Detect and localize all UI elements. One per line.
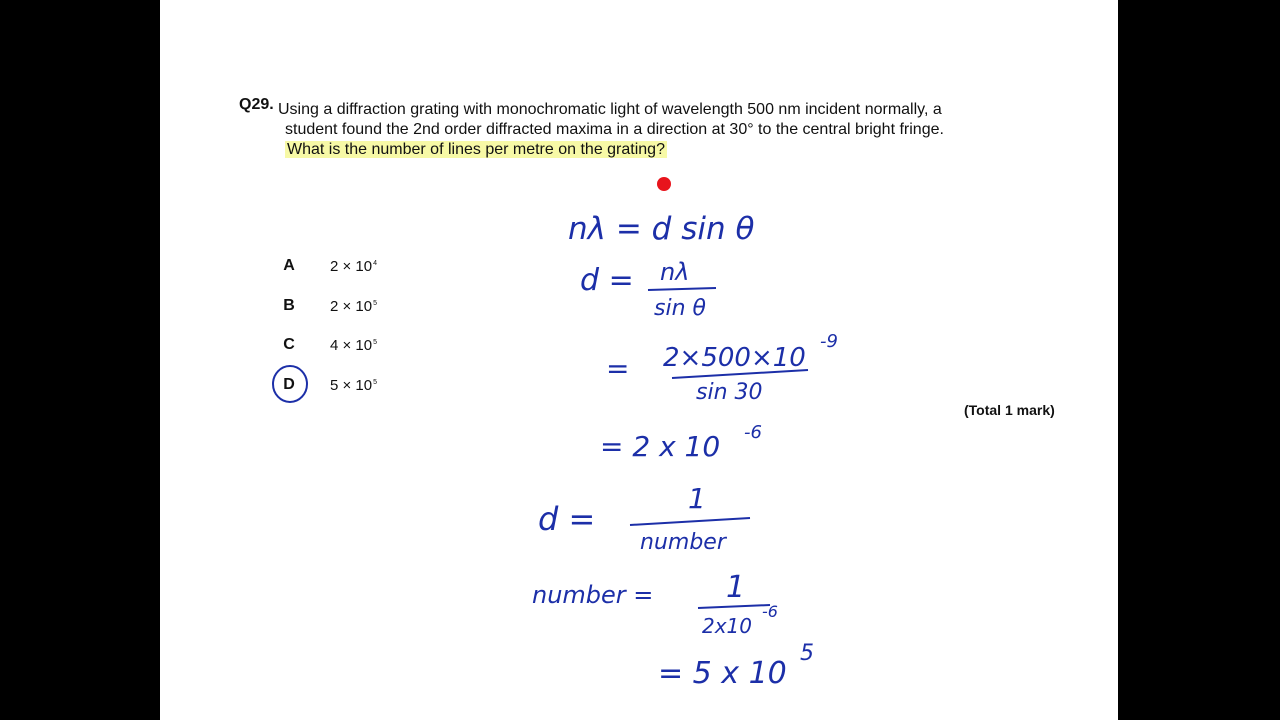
- equation-substitution-numerator: 2×500×10: [663, 343, 806, 373]
- equation-d-result-exponent: -6: [744, 422, 762, 443]
- highlighted-question: What is the number of lines per metre on the grating?: [287, 141, 665, 158]
- handwritten-working: [160, 0, 1118, 720]
- question-text-line-2: student found the 2nd order diffracted maxima in a direction at 30° to the central bright fringe.: [285, 121, 944, 138]
- option-a-value: $2 \times 10^4$: [330, 258, 378, 275]
- option-b-value: $2 \times 10^5$: [330, 298, 378, 315]
- worksheet-page: [160, 0, 1118, 720]
- equation-d-numerator: nλ: [660, 258, 690, 286]
- equation-substitution-denominator: sin 30: [696, 380, 763, 405]
- option-b-letter[interactable]: B: [283, 297, 295, 314]
- fraction-bar: [648, 288, 716, 290]
- question-number: Q29.: [239, 96, 274, 113]
- equation-d-result: = 2 x 10: [600, 430, 721, 463]
- equation-d-reciprocal-denominator: number: [640, 530, 726, 555]
- fraction-bar: [698, 605, 770, 608]
- equation-substitution-exponent: -9: [820, 331, 838, 352]
- equation-grating: nλ = d sin θ: [568, 211, 755, 247]
- equation-number-lhs: number =: [532, 581, 654, 609]
- option-c-value: $4 \times 10^5$: [330, 337, 378, 354]
- selected-answer-circle: [273, 366, 307, 402]
- option-a-letter[interactable]: A: [283, 257, 295, 274]
- equation-d-lhs: d =: [580, 263, 634, 298]
- total-marks: (Total 1 mark): [964, 402, 1055, 418]
- fraction-bar: [630, 518, 750, 525]
- equals-sign: =: [606, 352, 630, 385]
- option-d-letter[interactable]: D: [283, 376, 295, 393]
- equation-final-answer-exponent: 5: [800, 641, 814, 666]
- question-text-line-1: Using a diffraction grating with monochromatic light of wavelength 500 nm incident normally, a: [278, 101, 942, 118]
- equation-number-denominator: 2x10: [702, 614, 753, 638]
- equation-number-denominator-exponent: -6: [762, 602, 778, 621]
- equation-number-numerator: 1: [726, 570, 746, 605]
- equation-d-denominator: sin θ: [654, 296, 706, 321]
- equation-d-reciprocal-numerator: 1: [688, 482, 706, 515]
- equation-final-answer: = 5 x 10: [658, 656, 787, 691]
- equation-d-reciprocal-lhs: d =: [538, 500, 596, 538]
- option-d-value: $5 \times 10^5$: [330, 377, 378, 394]
- option-c-letter[interactable]: C: [283, 336, 295, 353]
